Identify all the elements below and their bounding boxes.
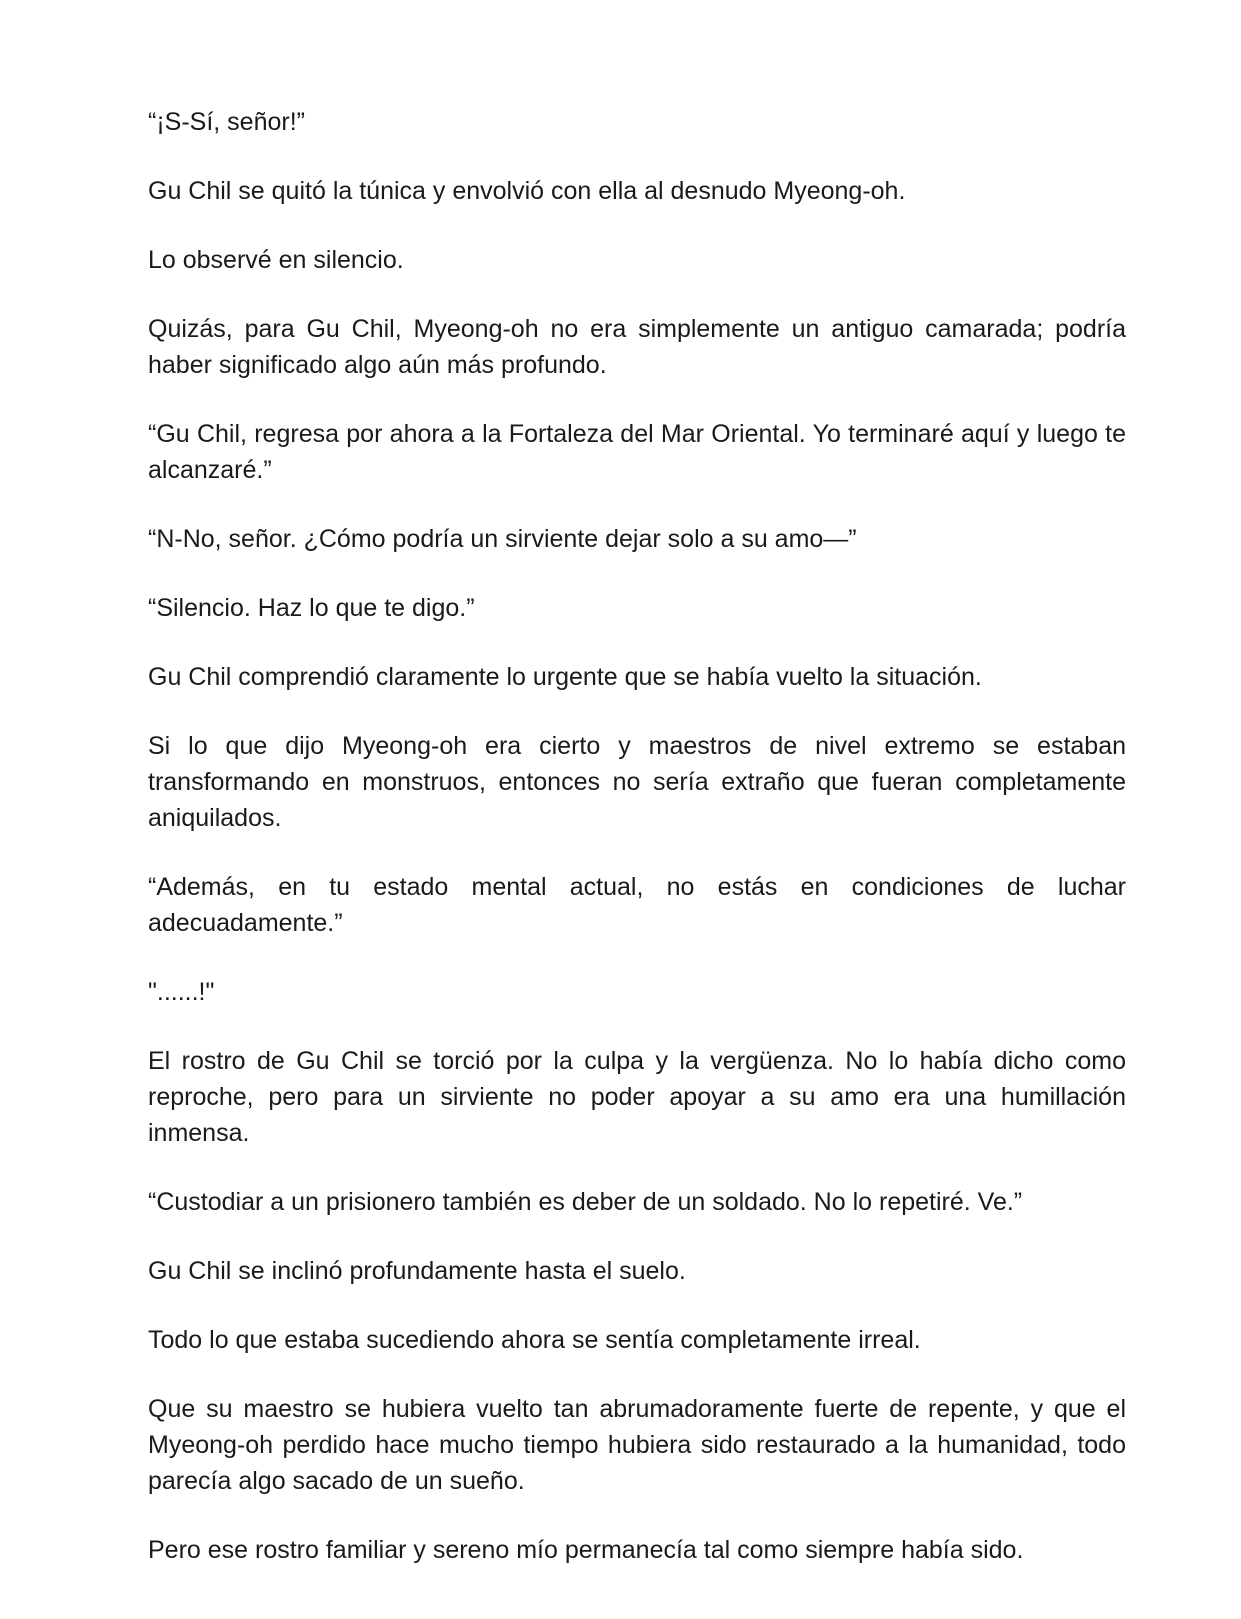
text-body <box>148 104 1126 1601</box>
paragraph: Gu Chil se inclinó profundamente hasta el suelo. <box>148 1257 686 1285</box>
paragraph: Pero ese rostro familiar y sereno mío permanecía tal como siempre había sido. <box>148 1536 1024 1564</box>
paragraph: “Custodiar a un prisionero también es deber de un soldado. No lo repetiré. Ve.” <box>148 1188 1023 1216</box>
paragraph: “Además, en tu estado mental actual, no estás en condiciones de luchar adecuadamente.” <box>148 873 1126 937</box>
paragraph: “Gu Chil, regresa por ahora a la Fortaleza del Mar Oriental. Yo terminaré aquí y luego te alcanzaré.” <box>148 420 1126 484</box>
paragraph: El rostro de Gu Chil se torció por la culpa y la vergüenza. No lo había dicho como reproche, pero para un sirviente no poder apoyar a su amo era una humillación inmensa. <box>148 1047 1126 1147</box>
paragraph: “Silencio. Haz lo que te digo.” <box>148 594 475 622</box>
paragraph: "......!" <box>148 978 215 1006</box>
paragraph: Gu Chil se quitó la túnica y envolvió con ella al desnudo Myeong-oh. <box>148 177 906 205</box>
paragraph: Que su maestro se hubiera vuelto tan abrumadoramente fuerte de repente, y que el Myeong-oh perdido hace mucho tiempo hubiera sido restaurado a la humanidad, todo parecía algo sacado de un sueño. <box>148 1395 1126 1495</box>
paragraph: Lo observé en silencio. <box>148 246 404 274</box>
paragraph: Quizás, para Gu Chil, Myeong-oh no era simplemente un antiguo camarada; podría haber significado algo aún más profundo. <box>148 315 1126 379</box>
paragraph: Todo lo que estaba sucediendo ahora se sentía completamente irreal. <box>148 1326 921 1354</box>
paragraph: “¡S-Sí, señor!” <box>148 108 305 136</box>
paragraph: “N-No, señor. ¿Cómo podría un sirviente dejar solo a su amo—” <box>148 525 857 553</box>
paragraph: Gu Chil comprendió claramente lo urgente que se había vuelto la situación. <box>148 663 982 691</box>
paragraph: Si lo que dijo Myeong-oh era cierto y maestros de nivel extremo se estaban transformando en monstruos, entonces no sería extraño que fueran completamente aniquilados. <box>148 732 1126 832</box>
